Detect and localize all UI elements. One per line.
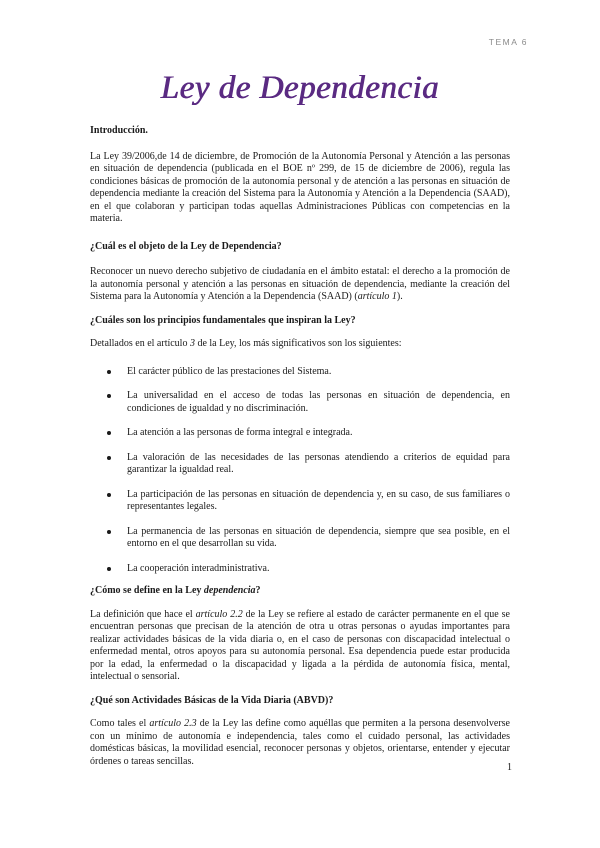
heading-definicion-end: ?	[255, 585, 261, 596]
list-item	[90, 489, 510, 514]
paragraph-abvd	[90, 718, 510, 768]
paragraph-principios-end: de la Ley, los más significativos son los siguientes:	[194, 338, 402, 349]
list-item-text: La participación de las personas en situación de dependencia y, en su caso, de sus familiares o representantes legales.	[127, 488, 510, 512]
section-heading-principios: ¿Cuáles son los principios fundamentales que inspiran la Ley?	[90, 314, 356, 326]
section-heading-definicion	[90, 585, 510, 598]
section-heading-introduction: Introducción.	[90, 125, 148, 136]
heading-definicion-text: ¿Cómo se define en la Ley	[90, 585, 204, 596]
section-heading-objeto: ¿Cuál es el objeto de la Ley de Dependencia?	[90, 240, 282, 252]
principles-list	[90, 366, 510, 576]
list-item-text: La valoración de las necesidades de las personas atendiendo a criterios de equidad para garantizar la igualdad real.	[127, 451, 510, 475]
section-heading-abvd: ¿Qué son Actividades Básicas de la Vida Diaria (ABVD)?	[90, 694, 334, 706]
bullet-icon	[107, 493, 111, 497]
list-item-text: El carácter público de las prestaciones del Sistema.	[127, 365, 332, 377]
list-item-text: La atención a las personas de forma integral e integrada.	[127, 427, 353, 438]
list-item	[90, 390, 510, 415]
article-reference: artículo 2.3	[149, 718, 197, 729]
list-item	[90, 427, 510, 440]
list-item-text: La cooperación interadministrativa.	[127, 562, 270, 574]
paragraph-introduction: La Ley 39/2006,de 14 de diciembre, de Promoción de la Autonomía Personal y Atención a las personas en situación de dependencia (publicada en el BOE nº 299, de 15 de diciembre de 2006), regula las condiciones básicas de promoción de la autonomía personal y de atención a las personas en situación de dependencia mediante la creación del Sistema para la Autonomía y Atención a la Dependencia (SAAD), en el que colaboran y participan todas aquellas Administraciones Públicas con competencias en la materia.	[90, 150, 510, 224]
list-item-text: La permanencia de las personas en situación de dependencia, siempre que sea posible, en el entorno en el que desarrollan su vida.	[127, 525, 510, 549]
paragraph-principios	[90, 338, 510, 351]
paragraph-definicion-start: La definición que hace el	[90, 608, 196, 620]
bullet-icon	[107, 370, 111, 374]
list-item	[90, 526, 510, 551]
paragraph-principios-text: Detallados en el artículo	[90, 338, 190, 349]
heading-definicion-term: dependencia	[203, 585, 256, 596]
bullet-icon	[107, 394, 111, 398]
bullet-icon	[107, 567, 111, 571]
bullet-icon	[107, 456, 111, 460]
paragraph-abvd-start: Como tales el	[90, 718, 150, 729]
list-item-text: La universalidad en el acceso de todas las personas en situación de dependencia, en condiciones de igualdad y no discriminación.	[127, 390, 510, 414]
article-reference: 3	[189, 338, 195, 349]
article-reference: artículo 2.2	[195, 608, 243, 620]
paragraph-objeto-text: Reconocer un nuevo derecho subjetivo de ciudadanía en el ámbito estatal: el derecho a la promoción de la autonomía personal y atención a las personas en situación de dependencia, mediante la creación del Sistema para la Autonomía y Atención a la Dependencia (SAAD) (	[90, 266, 510, 302]
bullet-icon	[107, 530, 111, 534]
paragraph-objeto	[90, 266, 510, 304]
paragraph-abvd-text: de la Ley las define como aquéllas que permiten a la persona desenvolverse con un mínimo de autonomía e independencia, tales como el cuidado personal, las actividades domésticas básicas, la movilidad esencial, reconocer personas y objetos, orientarse, entender y ejecutar órdenes o tareas sencillas.	[90, 718, 510, 767]
topic-label: TEMA 6	[488, 37, 528, 47]
document-body	[90, 125, 510, 768]
paragraph-objeto-end: ).	[396, 291, 403, 302]
list-item	[90, 366, 510, 379]
paragraph-definicion-text: de la Ley se refiere al estado de carácter permanente en el que se encuentran personas que precisan de la atención de otra u otras personas o ayudas importantes para realizar actividades básicas de la vida diaria o, en el caso de personas con discapacidad intelectual o enfermedad mental, otros apoyos para su autonomía personal. Esa dependencia puede estar producida por la edad, la enfermedad o la discapacidad y ligada a la pérdida de autonomía física, mental, intelectual o sensorial.	[90, 608, 510, 682]
bullet-icon	[107, 431, 111, 435]
paragraph-definicion	[90, 609, 510, 684]
page-number: 1	[507, 762, 512, 773]
article-reference: artículo 1	[357, 291, 397, 302]
list-item	[90, 452, 510, 477]
page-title: Ley de Dependencia	[160, 70, 440, 106]
list-item	[90, 563, 510, 576]
